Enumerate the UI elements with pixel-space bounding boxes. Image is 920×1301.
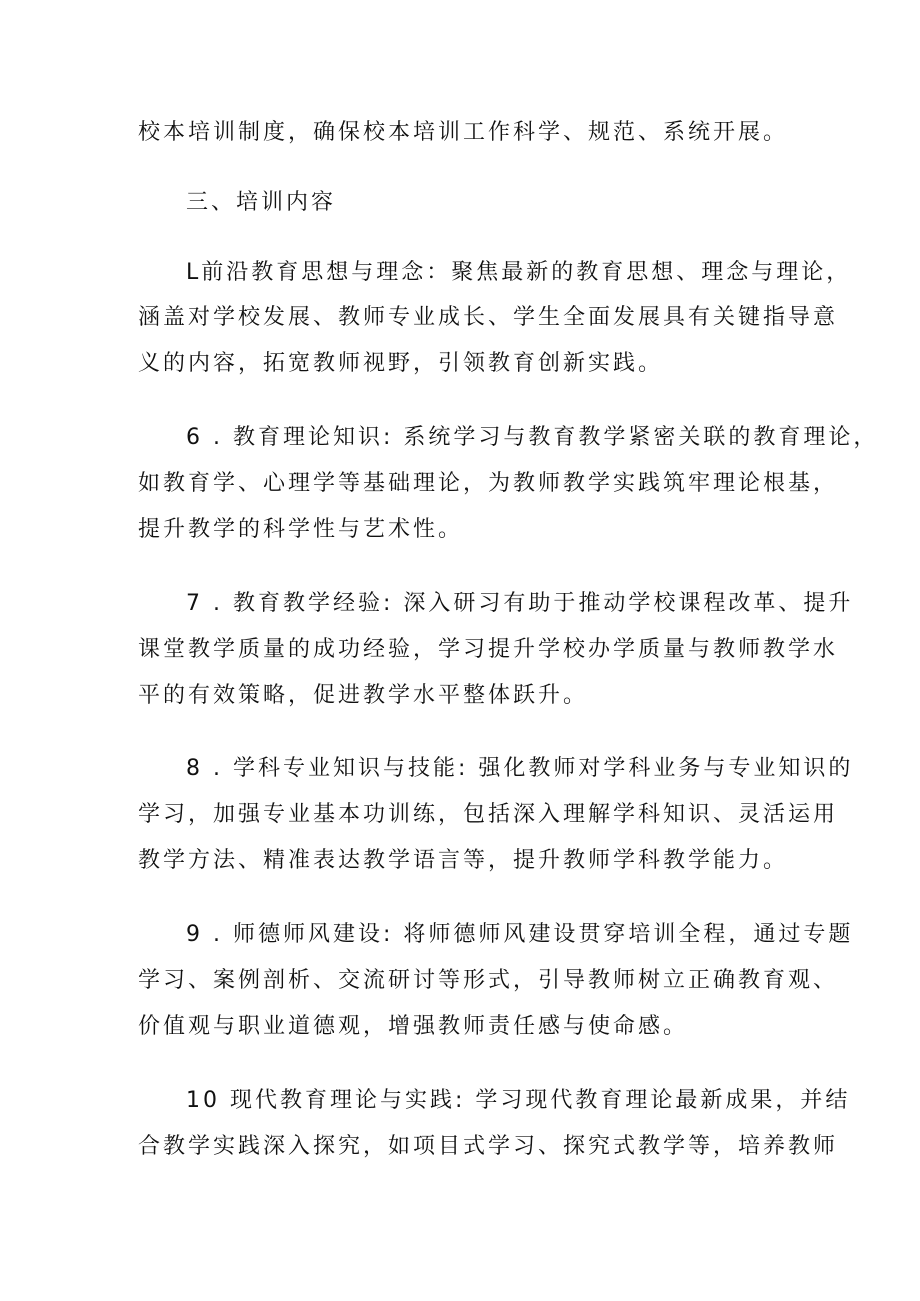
section-heading: 三、培训内容 (186, 190, 337, 215)
text-line: 教学方法、精准表达教学语言等，提升教师学科教学能力。 (138, 848, 789, 873)
text-line: 合教学实践深入探究，如项目式学习、探究式教学等，培养教师 (138, 1134, 839, 1159)
text-line: 6 . 教育理论知识: 系统学习与教育教学紧密关联的教育理论， (186, 425, 879, 450)
text-line: L前沿教育思想与理念：聚焦最新的教育思想、理念与理论， (186, 260, 852, 285)
text-line: 学习、案例剖析、交流研讨等形式，引导教师树立正确教育观、 (138, 968, 839, 993)
text-line: 学习，加强专业基本功训练，包括深入理解学科知识、灵活运用 (138, 802, 839, 827)
text-line: 10 现代教育理论与实践: 学习现代教育理论最新成果，并结 (186, 1088, 851, 1113)
text-line: 9 . 师德师风建设: 将师德师风建设贯穿培训全程，通过专题 (186, 922, 854, 947)
text-line: 涵盖对学校发展、教师专业成长、学生全面发展具有关键指导意 (138, 305, 839, 330)
text-line: 如教育学、心理学等基础理论，为教师教学实践筑牢理论根基， (138, 471, 839, 496)
text-line: 义的内容，拓宽教师视野，引领教育创新实践。 (138, 351, 664, 376)
text-line: 8 . 学科专业知识与技能: 强化教师对学科业务与专业知识的 (186, 756, 854, 781)
text-line: 平的有效策略，促进教学水平整体跃升。 (138, 683, 589, 708)
text-line: 7 . 教育教学经验: 深入研习有助于推动学校课程改革、提升 (186, 591, 854, 616)
text-line: 校本培训制度，确保校本培训工作科学、规范、系统开展。 (138, 120, 789, 145)
text-line: 价值观与职业道德观，增强教师责任感与使命感。 (138, 1014, 689, 1039)
text-line: 提升教学的科学性与艺术性。 (138, 517, 464, 542)
text-line: 课堂教学质量的成功经验，学习提升学校办学质量与教师教学水 (138, 637, 839, 662)
